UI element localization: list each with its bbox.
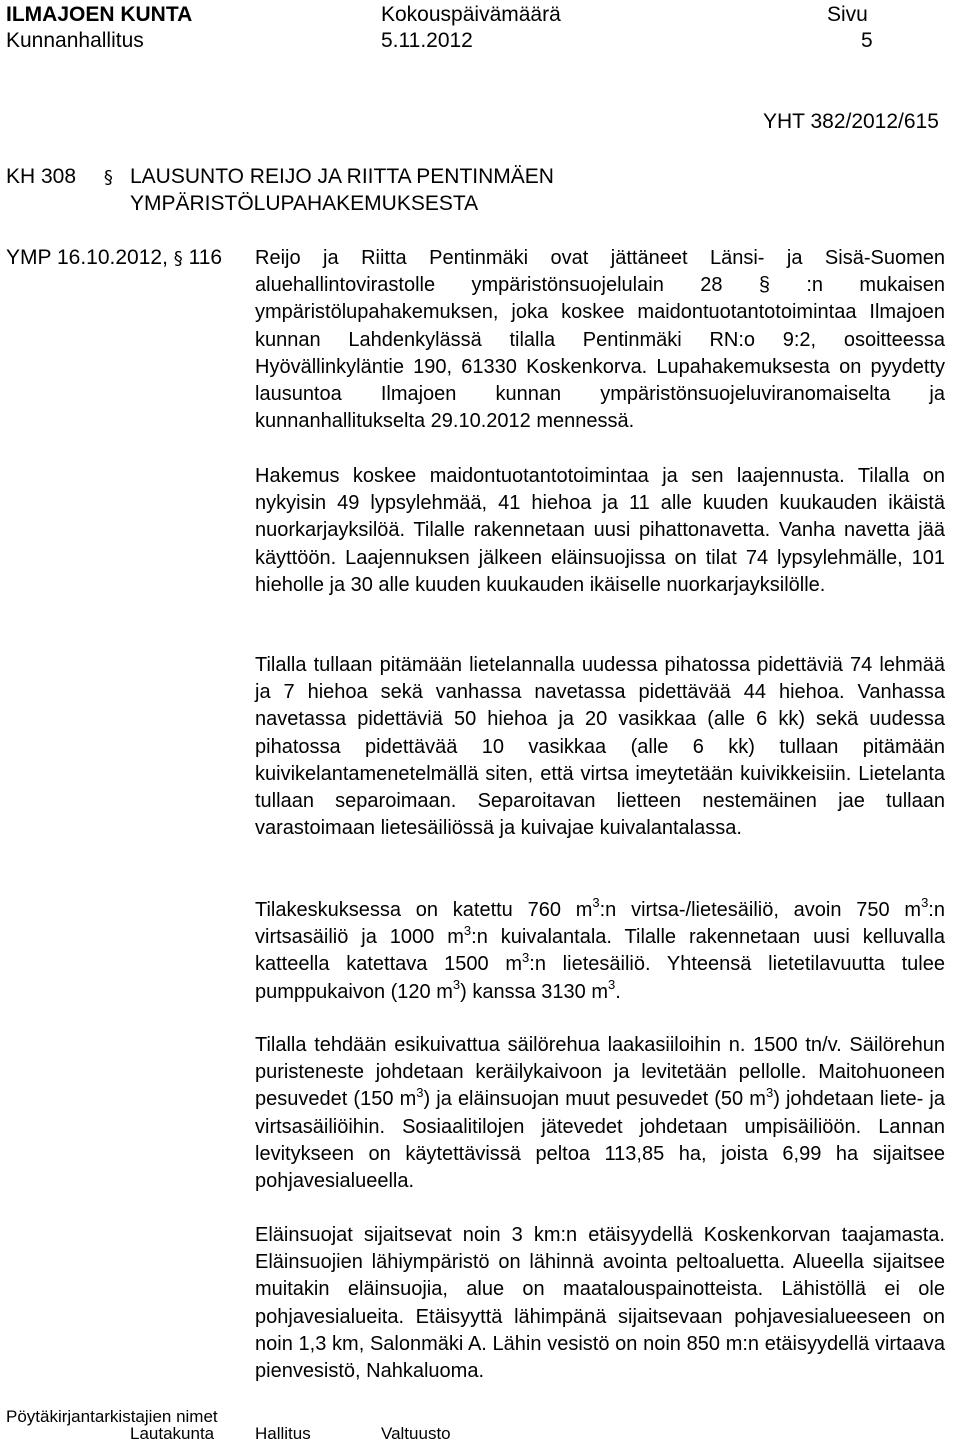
ymp-section-mark: § (173, 248, 183, 269)
paragraph-storage (255, 897, 945, 1006)
paragraph-expansion-text: Hakemus koskee maidontuotantotoimintaa ja sen laajennusta. Tilalla on nykyisin 49 lypsylehmää, 41 hiehoa ja 11 alle kuuden kuukauden ikäistä nuorkarjayksilöä. Tilalle rakennetaan uusi pihattonavetta. Vanha navetta jää käyttöön. Laajennuksen jälkeen eläinsuojissa on tilat 74 lypsylehmälle, 101 hieholle ja 30 alle kuuden kuukauden ikäiselle nuorkarjayksilölle. (255, 465, 945, 596)
paragraph-location (255, 1222, 945, 1385)
paragraph-expansion (255, 463, 945, 599)
paragraph-storage-text: Tilakeskuksessa on katettu 760 $m^3:n$ virtsa-/lietesäiliö, avoin 750 $m^3:n$ virtsasäiliö ja 1000 $m^3:n$ kuivalantala. Tilalle rakennetaan uusi kelluvalla katteella katettava 1500 $m^3:n$ lietesäiliö. Yhteensä lietetilavuutta tulee pumppukaivon (120 $m^3$) kanssa 3130 $m^3$. (255, 895, 945, 1003)
date-label: Kokouspäivämäärä (381, 3, 561, 26)
paragraph-silage-text: Tilalla tehdään esikuivattua säilörehua laakasiiloihin n. 1500 tn/v. Säilörehun puristeneste johdetaan keräilykaivoon ja levitetään pellolle. Maitohuoneen pesuvedet (150 $m^3$) ja eläinsuojan muut pesuvedet (50 $m^3$) johdetaan liete- ja virtsasäiliöihin. Sosiaalitilojen jätevedet johdetaan umpisäiliöön. Lannan levitykseen on käytettävissä peltoa 113,85 ha, joista 6,99 ha sijaitsee pohjavesialueella. (255, 1034, 945, 1193)
footer-hallitus: Hallitus (255, 1424, 311, 1443)
item-title (130, 163, 554, 217)
ymp-date: YMP 16.10.2012, (6, 246, 168, 269)
paragraph-manure (255, 652, 945, 842)
page-number: 5 (861, 29, 873, 52)
footer-lautakunta: Lautakunta (130, 1424, 215, 1443)
kh-item-number (6, 163, 113, 191)
kh-number: KH 308 (6, 165, 77, 188)
paragraph-manure-text: Tilalla tullaan pitämään lietelannalla uudessa pihatossa pidettäviä 74 lehmää ja 7 hiehoa sekä vanhassa navetassa pidettävää 44 hiehoa. Vanhassa navetassa pidettäviä 50 hiehoa ja 20 vasikkaa (alle 6 kk) sekä uudessa pihatossa pidettävää 10 vasikkaa (alle 6 kk) tullaan pitämään kuivikelantamenetelmällä siten, että virtsa imeytetään kuivikkeisiin. Lietelanta tullaan separoimaan. Separoitavan lietteen nestemäinen jae tullaan varastoimaan lietesäiliössä ja kuivajae kuivalantalassa. (255, 654, 945, 840)
page-label: Sivu (827, 3, 868, 26)
page-header (0, 0, 960, 56)
page-footer (0, 1408, 960, 1442)
committee-name: Kunnanhallitus (6, 29, 144, 52)
item-title-line-2: YMPÄRISTÖLUPAHAKEMUKSESTA (130, 192, 479, 215)
case-reference: YHT 382/2012/615 (763, 110, 939, 133)
meeting-date: 5.11.2012 (381, 29, 473, 52)
item-title-line-1: LAUSUNTO REIJO JA RIITTA PENTINMÄEN (130, 165, 554, 188)
paragraph-application (255, 245, 945, 435)
organization-name: ILMAJOEN KUNTA (6, 3, 193, 26)
paragraph-location-text: Eläinsuojat sijaitsevat noin 3 km:n etäisyydellä Koskenkorvan taajamasta. Eläinsuojien lähiympäristö on lähinnä avointa peltoaluetta. Alueella sijaitsee muitakin eläinsuojia, alue on maatalouspainotteista. Lähistöllä ei ole pohjavesialueita. Etäisyyttä lähimpänä sijaitsevaan pohjavesialueeseen on noin 1,3 km, Salonmäki A. Lähin vesistö on noin 850 m:n etäisyydellä virtaava pienvesistö, Nahkaluoma. (255, 1224, 945, 1383)
checkers-label: Pöytäkirjantarkistajien nimet (6, 1407, 218, 1426)
footer-valtuusto: Valtuusto (381, 1424, 451, 1443)
paragraph-silage (255, 1032, 945, 1195)
ymp-reference (6, 244, 222, 272)
paragraph-application-text: Reijo ja Riitta Pentinmäki ovat jättäneet Länsi- ja Sisä-Suomen aluehallintovirastolle ympäristönsuojelulain 28 § :n mukaisen ympäristölupahakemuksen, joka koskee maidontuotantotoimintaa Ilmajoen kunnan Lahdenkylässä tilalla Pentinmäki RN:o 9:2, osoitteessa Hyövällinkyläntie 190, 61330 Koskenkorva. Lupahakemuksesta on pyydetty lausuntoa Ilmajoen kunnan ympäristönsuojeluviranomaiselta ja kunnanhallitukselta 29.10.2012 mennessä. (255, 247, 945, 433)
section-mark: § (103, 167, 113, 188)
ymp-number: 116 (188, 246, 223, 269)
